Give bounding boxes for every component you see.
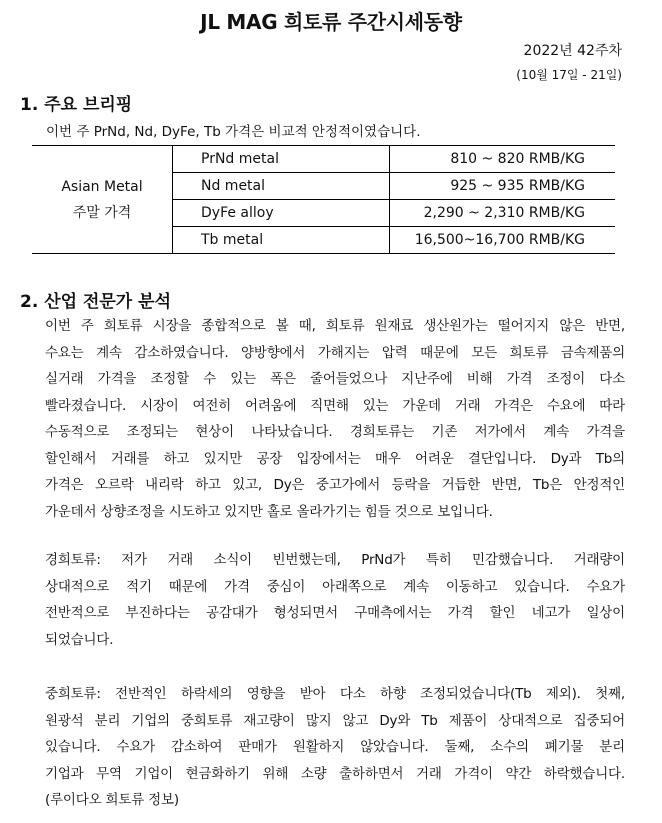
metal-name: Tb metal: [173, 227, 390, 254]
paragraph-line: 원광석 분리 기업의 중희토류 재고량이 많지 않고 Dy와 Tb 제품이 상대적으로 집중되어: [45, 712, 625, 729]
paragraph-line: 실거래 가격을 조정할 수 있는 폭은 줄어들었으나 지난주에 비해 가격 조정이 다소: [45, 371, 625, 387]
paragraph-line: 가격은 오르락 내리락 하고 있고, Dy은 중고가에서 등락을 거듭한 반면, Tb은 안정적인: [45, 477, 625, 493]
paragraph-line: (루이다오 희토류 정보): [45, 792, 179, 808]
paragraph-line: 이번 주 희토류 시장을 종합적으로 볼 때, 희토류 원재료 생산원가는 떨어지지 않은 반면,: [45, 318, 625, 334]
paragraph-line: 수요는 계속 감소하였습니다. 양방향에서 가해지는 압력 때문에 모든 희토류 금속제품의: [45, 344, 625, 361]
paragraph-line: 빨라졌습니다. 시장이 여전히 어려움에 직면해 있는 가운데 거래 가격은 수요에 따라: [45, 397, 625, 414]
metal-name: DyFe alloy: [173, 200, 390, 227]
metal-name: PrNd metal: [173, 146, 390, 173]
price-source-name: Asian Metal: [61, 178, 143, 195]
price-table: [32, 145, 615, 254]
table-row: [32, 146, 615, 173]
paragraph-line: 가운데서 상향조정을 시도하고 있지만 홀로 올라가기는 힘들 것으로 보입니다.: [45, 503, 493, 520]
price-source-note: 주말 가격: [72, 204, 132, 221]
price-source: [32, 146, 173, 254]
metal-price: 925 ~ 935 RMB/KG: [390, 173, 616, 200]
metal-name: Nd metal: [173, 173, 390, 200]
briefing-intro: 이번 주 PrNd, Nd, DyFe, Tb 가격은 비교적 안정적이였습니다.: [46, 124, 421, 140]
paragraph-line: 경희토류: 저가 거래 소식이 빈번했는데, PrNd가 특히 민감했습니다. 거래량이: [45, 552, 625, 568]
paragraph-line: 할인해서 거래를 하고 있지만 공장 입장에서는 매우 어려운 결단입니다. Dy과 Tb의: [45, 450, 625, 467]
date-range: (10월 17일 - 21일): [516, 68, 622, 82]
paragraph-line: 있습니다. 수요가 감소하여 판매가 원활하지 않았습니다. 둘째, 소수의 폐기물 분리: [45, 739, 625, 755]
paragraph-line: 되었습니다.: [45, 631, 114, 648]
document-title: JL MAG 희토류 주간시세동향: [200, 10, 462, 34]
metal-price: 16,500~16,700 RMB/KG: [390, 227, 616, 254]
paragraph-line: 중희토류: 전반적인 하락세의 영향을 받아 다소 하향 조정되었습니다(Tb 제외). 첫째,: [45, 686, 625, 702]
metal-price: 2,290 ~ 2,310 RMB/KG: [390, 200, 616, 227]
section1-heading: 1. 주요 브리핑: [20, 95, 133, 115]
paragraph-line: 기업과 무역 기업이 현금화하기 위해 소량 출하하면서 거래 가격이 약간 하락했습니다.: [45, 765, 625, 782]
paragraph-line: 수동적으로 조정되는 현상이 나타났습니다. 경희토류는 기존 저가에서 계속 가격을: [45, 424, 625, 440]
paragraph-line: 상대적으로 적기 때문에 가격 중심이 아래쪽으로 계속 이동하고 있습니다. 수요가: [45, 578, 625, 595]
metal-price: 810 ~ 820 RMB/KG: [390, 146, 616, 173]
paragraph-line: 전반적으로 부진하다는 공감대가 형성되면서 구매측에서는 가격 할인 네고가 일상이: [45, 605, 625, 621]
week-label: 2022년 42주차: [523, 43, 622, 59]
section2-heading: 2. 산업 전문가 분석: [20, 292, 171, 312]
